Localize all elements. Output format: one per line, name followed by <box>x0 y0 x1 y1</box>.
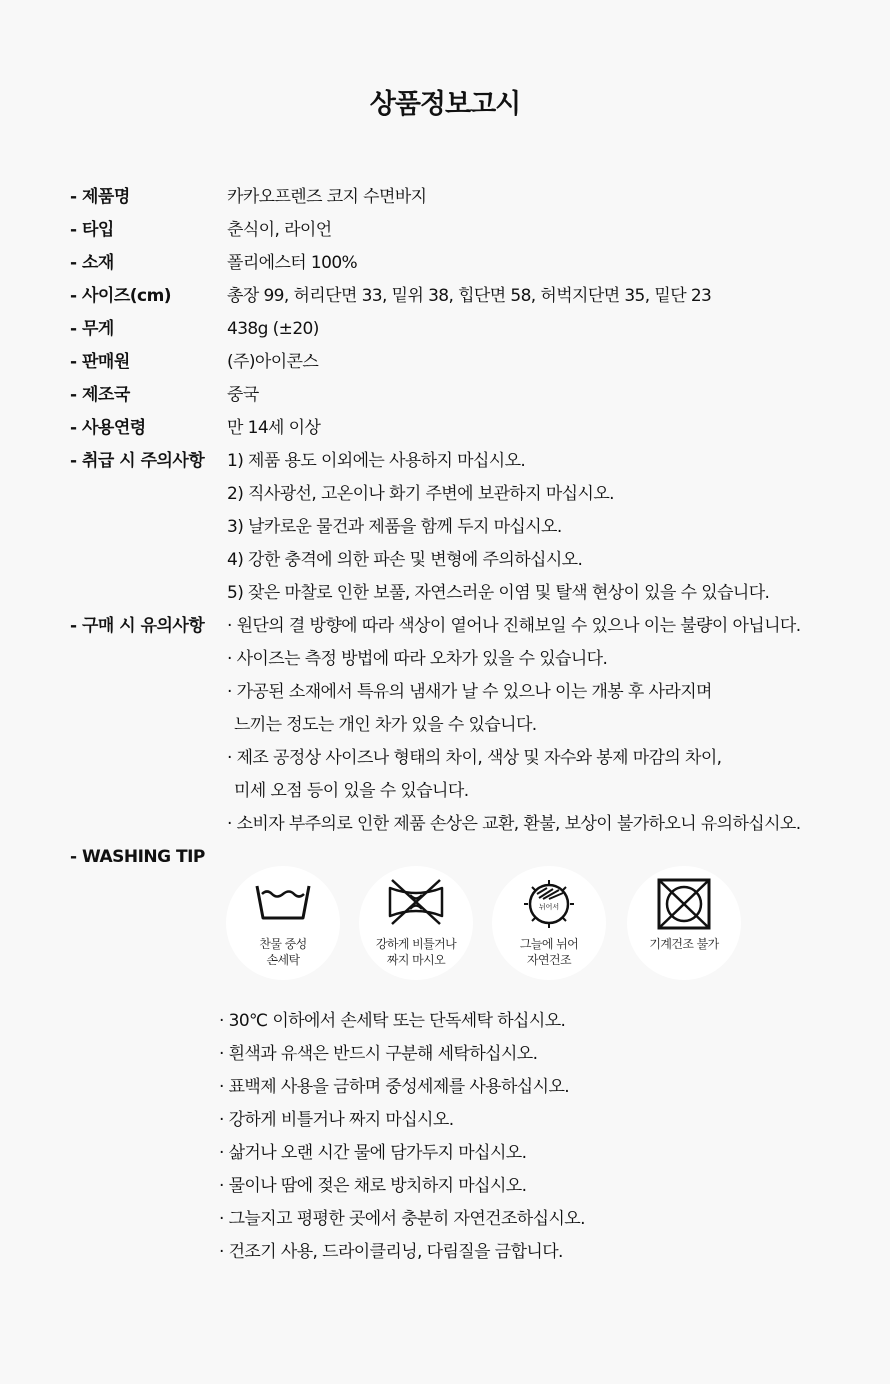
spec-row-age <box>0 412 890 445</box>
spec-value: 카카오프렌즈 코지 수면바지 <box>227 187 427 207</box>
shade-dry-icon <box>519 878 579 930</box>
spec-row-seller <box>0 346 890 379</box>
purchase-line: · 제조 공정상 사이즈나 형태의 차이, 색상 및 자수와 봉제 마감의 차이, <box>227 748 722 768</box>
washing-tip-line: · 30℃ 이하에서 손세탁 또는 단독세탁 하십시오. <box>219 1011 566 1031</box>
handling-label: - 취급 시 주의사항 <box>70 451 205 471</box>
washing-label: - WASHING TIP <box>70 847 205 867</box>
purchase-line: 느끼는 정도는 개인 차가 있을 수 있습니다. <box>234 715 537 735</box>
no-wring-icon <box>386 878 446 926</box>
icon-caption: 손세탁 <box>266 953 300 967</box>
handling-line: 4) 강한 충격에 의한 파손 및 변형에 주의하십시오. <box>227 550 583 570</box>
washing-section <box>0 841 890 874</box>
spec-row-weight <box>0 313 890 346</box>
spec-row-product-name <box>0 181 890 214</box>
no-wring-badge <box>359 866 473 980</box>
washing-tip-line: · 표백제 사용을 금하며 중성세제를 사용하십시오. <box>219 1077 570 1097</box>
spec-label: - 타입 <box>70 220 114 240</box>
spec-label: - 무게 <box>70 319 114 339</box>
shade-dry-badge-text: 뉘어서 <box>538 903 560 911</box>
spec-value: 폴리에스터 100% <box>227 253 358 273</box>
washing-tip-line: · 건조기 사용, 드라이클리닝, 다림질을 금합니다. <box>219 1242 563 1262</box>
spec-label: - 판매원 <box>70 352 130 372</box>
hand-wash-badge <box>226 866 340 980</box>
washing-tip-line: · 물이나 땀에 젖은 채로 방치하지 마십시오. <box>219 1176 527 1196</box>
handling-line: 2) 직사광선, 고온이나 화기 주변에 보관하지 마십시오. <box>227 484 614 504</box>
spec-value: 438g (±20) <box>227 319 319 339</box>
handling-line: 1) 제품 용도 이외에는 사용하지 마십시오. <box>227 451 526 471</box>
spec-label: - 소재 <box>70 253 114 273</box>
spec-row-origin <box>0 379 890 412</box>
spec-row-material <box>0 247 890 280</box>
washing-tip-line: · 그늘지고 평평한 곳에서 충분히 자연건조하십시오. <box>219 1209 585 1229</box>
spec-value: (주)아이콘스 <box>227 352 319 372</box>
shade-dry-badge <box>492 866 606 980</box>
purchase-label: - 구매 시 유의사항 <box>70 616 205 636</box>
spec-label: - 제품명 <box>70 187 130 207</box>
hand-wash-icon <box>253 878 313 926</box>
handling-line: 5) 잦은 마찰로 인한 보풀, 자연스러운 이염 및 탈색 현상이 있을 수 있습니다. <box>227 583 770 603</box>
washing-tip-line: · 흰색과 유색은 반드시 구분해 세탁하십시오. <box>219 1044 538 1064</box>
no-tumble-dry-badge <box>627 866 741 980</box>
spec-value: 중국 <box>227 385 259 405</box>
purchase-line: · 가공된 소재에서 특유의 냄새가 날 수 있으나 이는 개봉 후 사라지며 <box>227 682 712 702</box>
icon-caption: 짜지 마시오 <box>386 953 446 967</box>
purchase-line: · 사이즈는 측정 방법에 따라 오차가 있을 수 있습니다. <box>227 649 608 669</box>
page-title: 상품정보고시 <box>369 89 521 120</box>
handling-line: 3) 날카로운 물건과 제품을 함께 두지 마십시오. <box>227 517 562 537</box>
purchase-line: 미세 오점 등이 있을 수 있습니다. <box>234 781 469 801</box>
icon-caption: 강하게 비틀거나 <box>375 937 457 951</box>
spec-label: - 제조국 <box>70 385 130 405</box>
spec-label: - 사이즈(cm) <box>70 286 172 306</box>
washing-tip-line: · 강하게 비틀거나 짜지 마십시오. <box>219 1110 454 1130</box>
washing-tip-line: · 삶거나 오랜 시간 물에 담가두지 마십시오. <box>219 1143 527 1163</box>
icon-caption: 기계건조 불가 <box>649 937 719 951</box>
spec-value: 만 14세 이상 <box>227 418 321 438</box>
spec-value: 총장 99, 허리단면 33, 밑위 38, 힙단면 58, 허벅지단면 35, 밑단 23 <box>227 286 712 306</box>
spec-row-type <box>0 214 890 247</box>
spec-row-size <box>0 280 890 313</box>
spec-label: - 사용연령 <box>70 418 146 438</box>
icon-caption: 찬물 중성 <box>259 937 307 951</box>
purchase-line: · 소비자 부주의로 인한 제품 손상은 교환, 환불, 보상이 불가하오니 유의하십시오. <box>227 814 801 834</box>
icon-caption: 자연건조 <box>527 953 571 967</box>
spec-value: 춘식이, 라이언 <box>227 220 332 240</box>
icon-caption: 그늘에 뉘어 <box>519 937 579 951</box>
no-tumble-dry-icon <box>654 878 714 930</box>
purchase-line: · 원단의 결 방향에 따라 색상이 옅어나 진해보일 수 있으나 이는 불량이 아닙니다. <box>227 616 801 636</box>
